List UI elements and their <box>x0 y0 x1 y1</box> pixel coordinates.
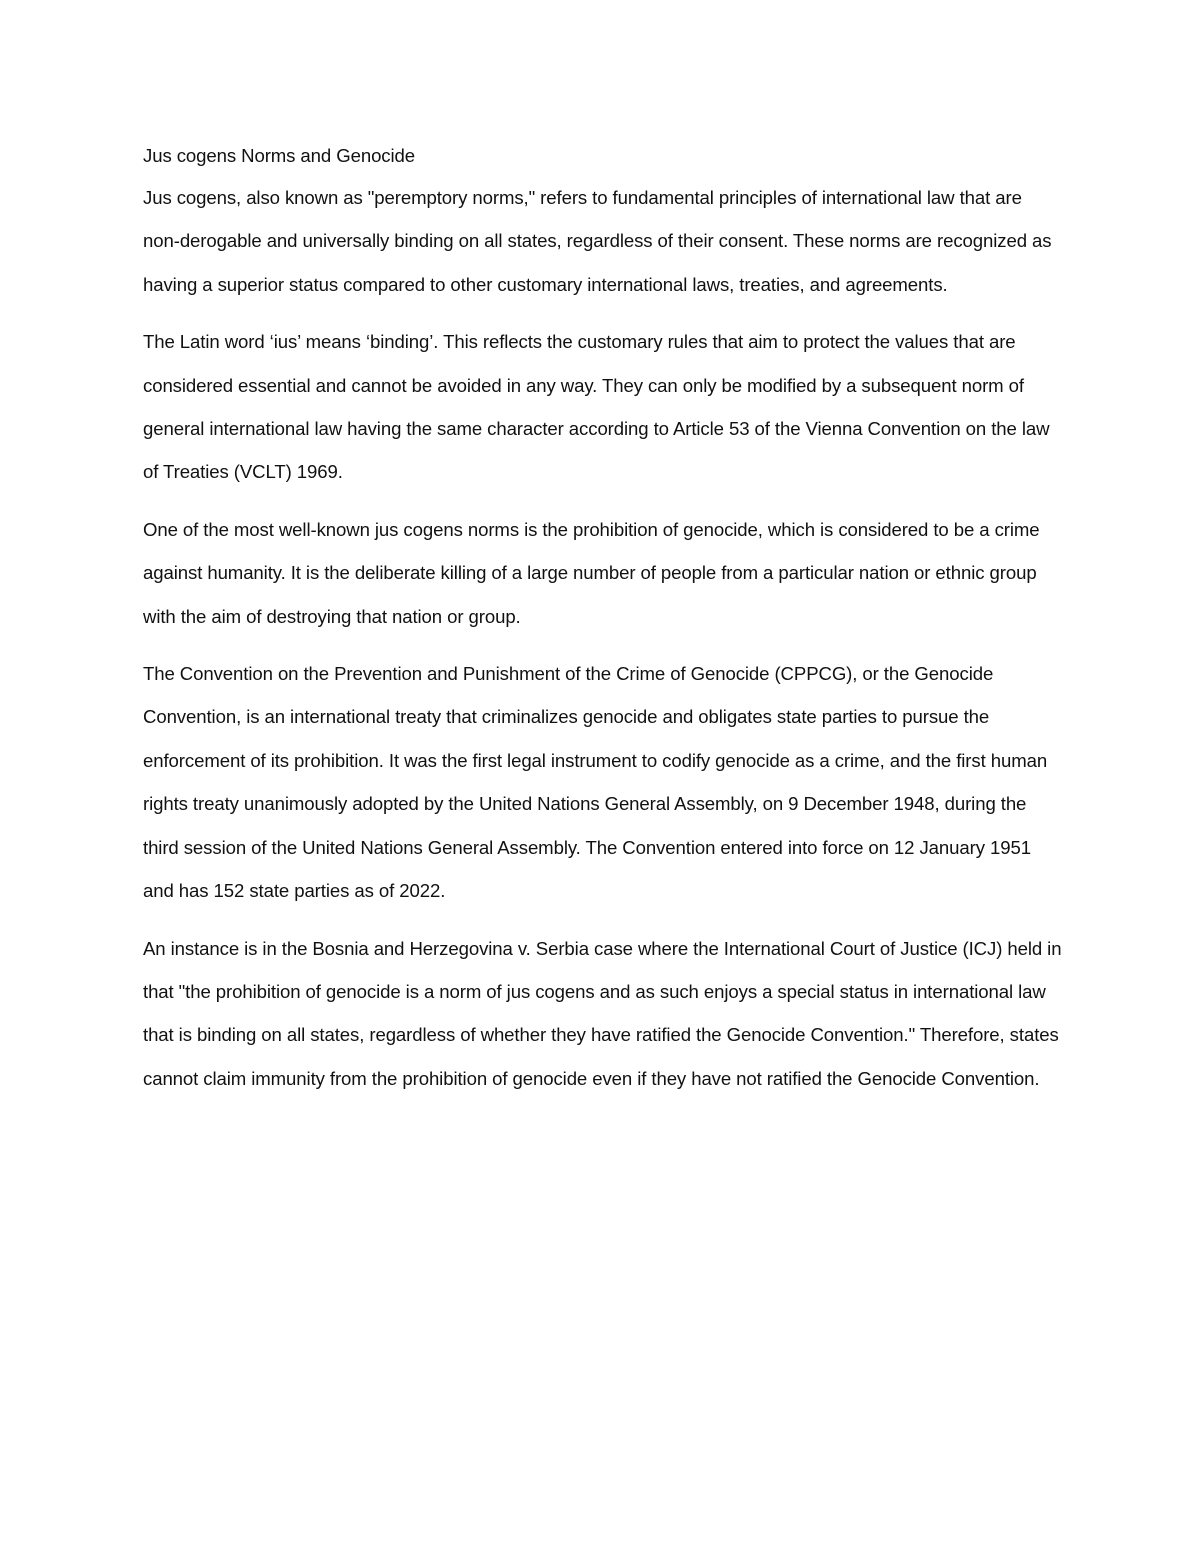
paragraph-jus-cogens-definition: Jus cogens, also known as "peremptory norms," refers to fundamental principles of international law that are non-derogable and universally binding on all states, regardless of their consent. These norms are recognized as having a superior status compared to other customary international laws, treaties, and agreements. <box>143 187 1052 295</box>
paragraph-genocide-prohibition: One of the most well-known jus cogens norms is the prohibition of genocide, which is considered to be a crime against humanity. It is the deliberate killing of a large number of people from a particular nation or ethnic group with the aim of destroying that nation or group. <box>143 518 1040 627</box>
paragraph-latin-meaning: The Latin word ‘ius’ means ‘binding’. This reflects the customary rules that aim to protect the values that are considered essential and cannot be avoided in any way. They can only be modified by a subsequent norm of general international law having the same character according to Article 53 of the Vienna Convention on the law of Treaties (VCLT) 1969. <box>143 331 1050 483</box>
document-body <box>143 140 1063 1114</box>
document-title: Jus cogens Norms and Genocide <box>143 145 416 166</box>
paragraph-genocide-convention: The Convention on the Prevention and Punishment of the Crime of Genocide (CPPCG), or the Genocide Convention, is an international treaty that criminalizes genocide and obligates state parties to pursue the enforcement of its prohibition. It was the first legal instrument to codify genocide as a crime, and the first human rights treaty unanimously adopted by the United Nations General Assembly, on 9 December 1948, during the third session of the United Nations General Assembly. The Convention entered into force on 12 January 1951 and has 152 state parties as of 2022. <box>143 663 1048 902</box>
paragraph-bosnia-v-serbia: An instance is in the Bosnia and Herzegovina v. Serbia case where the International Court of Justice (ICJ) held in that "the prohibition of genocide is a norm of jus cogens and as such enjoys a special status in international law that is binding on all states, regardless of whether they have ratified the Genocide Convention." Therefore, states cannot claim immunity from the prohibition of genocide even if they have not ratified the Genocide Convention. <box>143 937 1062 1089</box>
